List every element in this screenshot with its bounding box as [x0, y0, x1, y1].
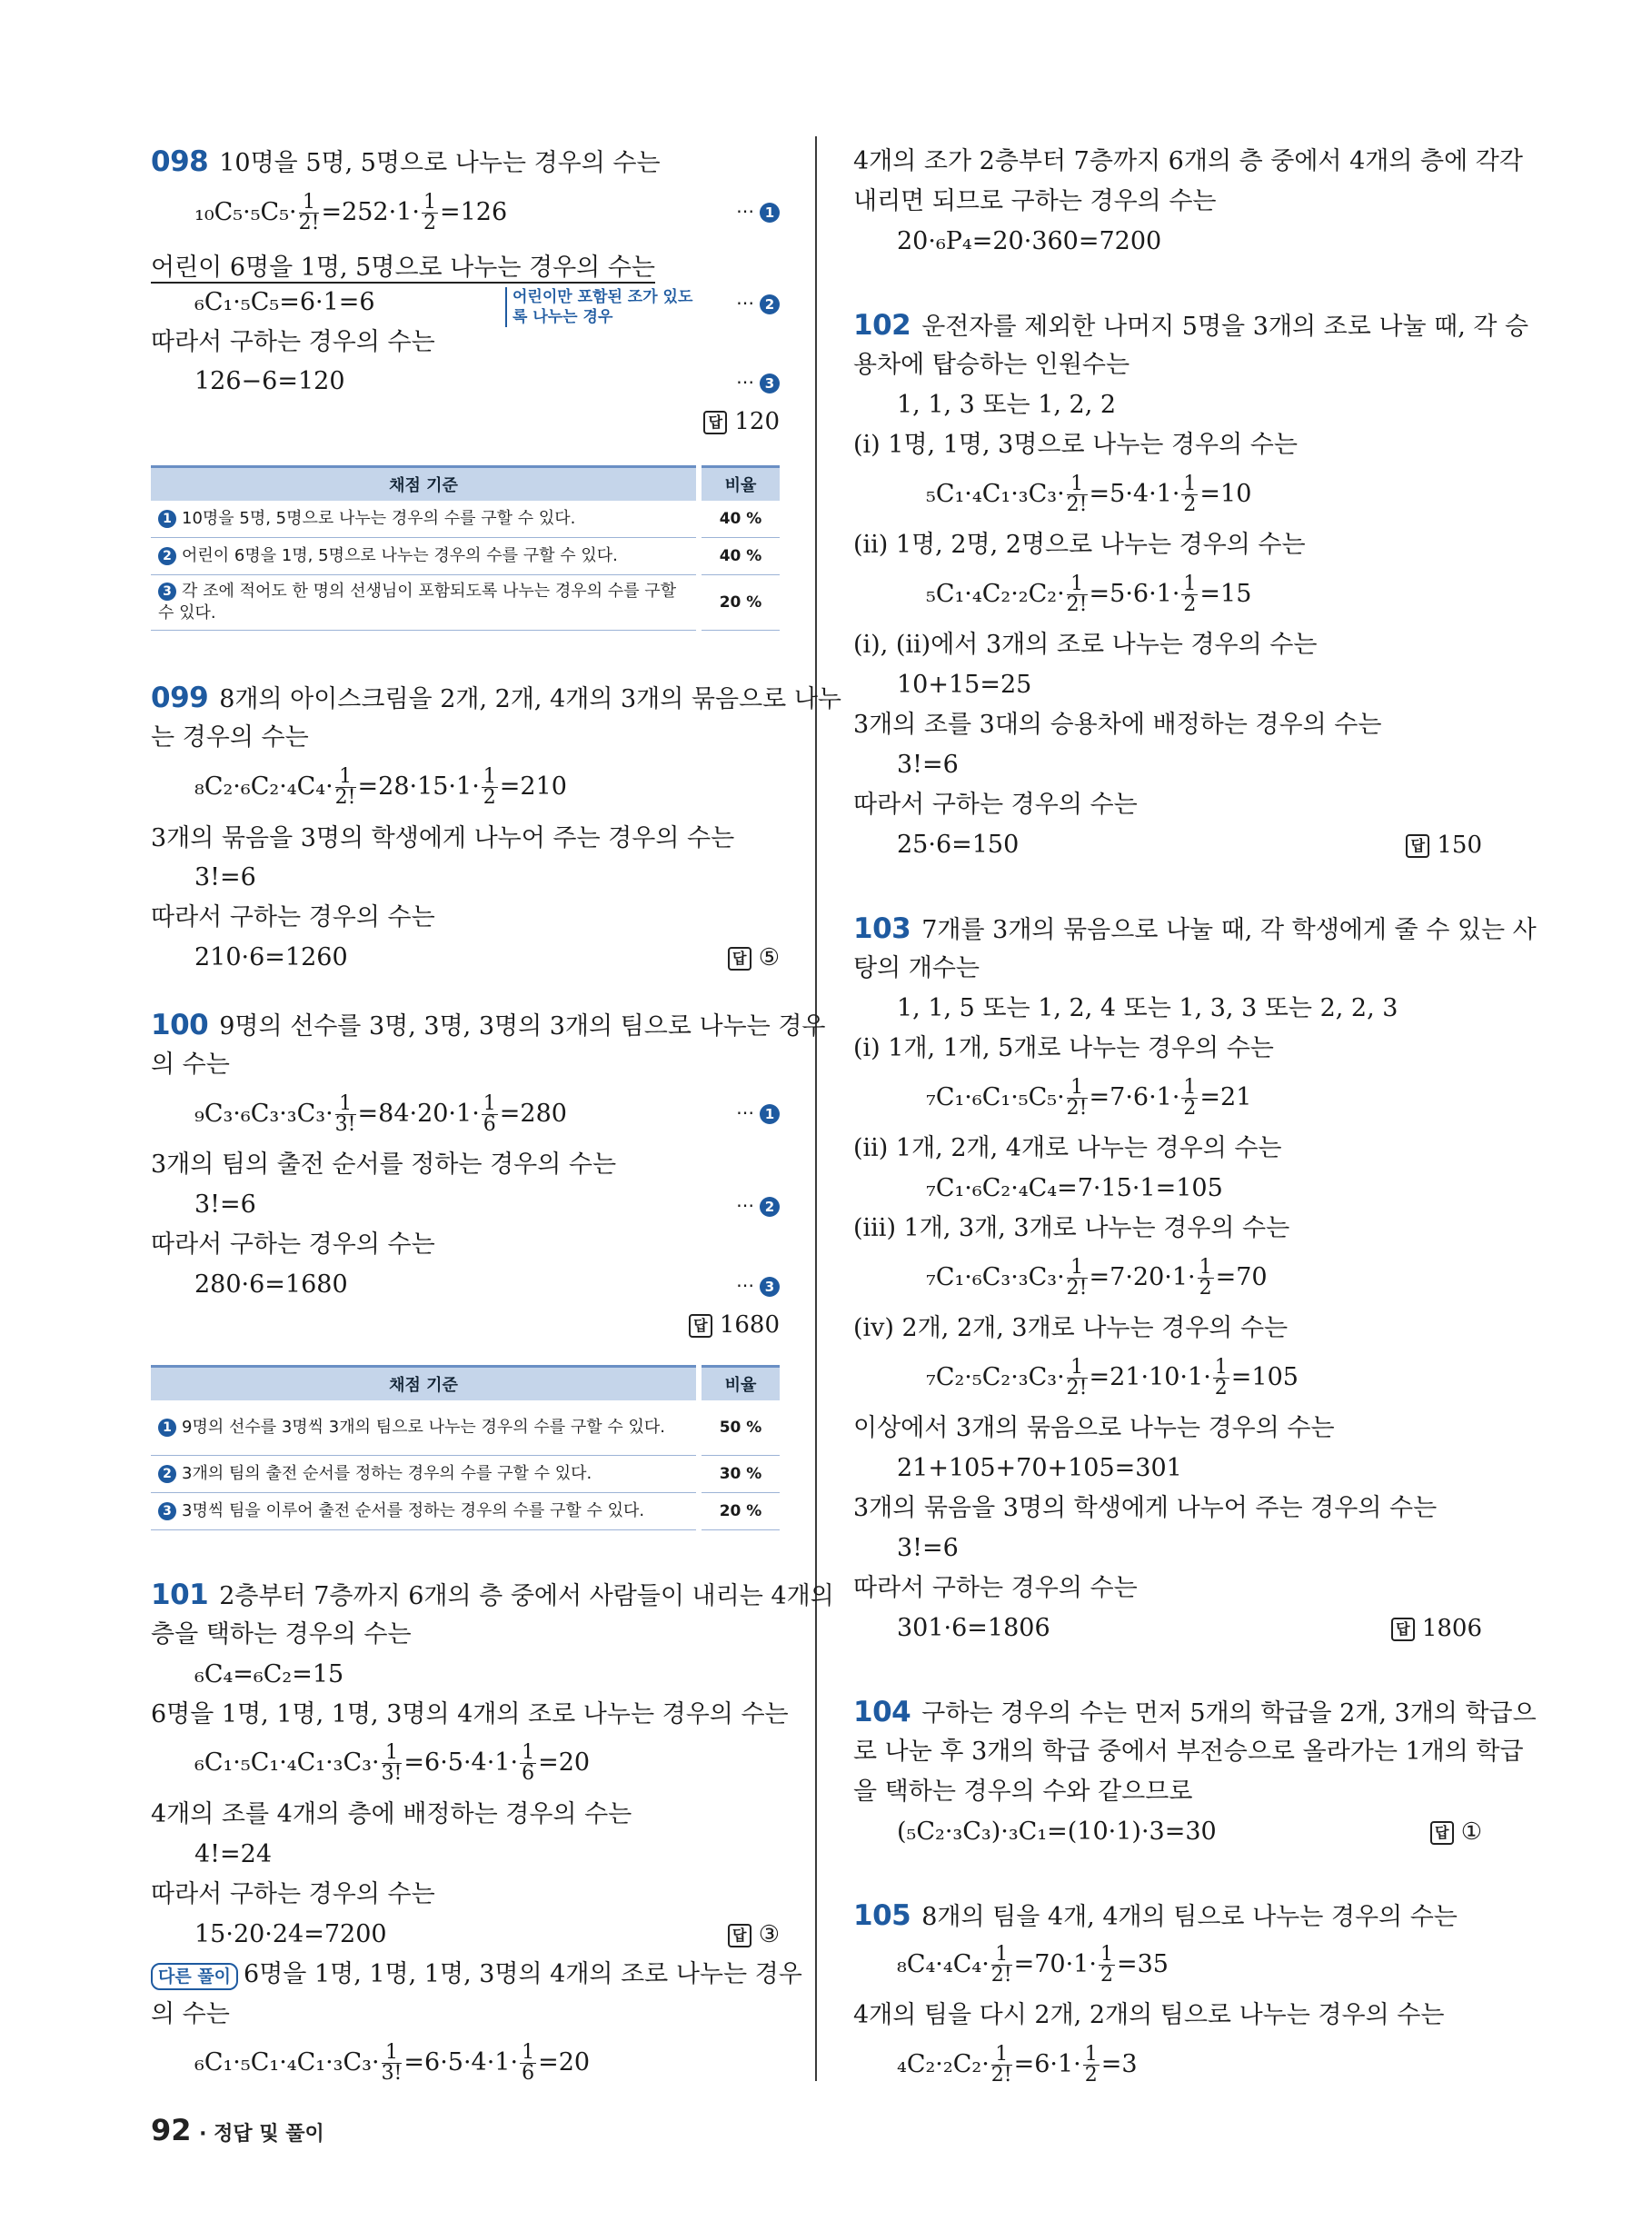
- text-line: 3개의 팀의 출전 순서를 정하는 경우의 수는: [151, 1150, 617, 1179]
- equation: ₆C₁·₅C₁·₄C₁·₃C₃· $\frac{1}{3!}$ =6·5·4·1· $\frac{1}{6}$ =20: [194, 1741, 591, 1785]
- answer-mark-icon: 답: [1406, 834, 1429, 858]
- grading-table-2: [151, 1365, 780, 1530]
- answer: 답 ①: [1430, 1814, 1482, 1850]
- table-header: 비율: [702, 467, 780, 502]
- text-line: 4개의 조를 4개의 층에 배정하는 경우의 수는: [151, 1800, 632, 1828]
- problem-number: 105: [853, 1899, 911, 1932]
- text-line: 의 수는: [151, 2000, 230, 2028]
- problem-number: 100: [151, 1009, 209, 1041]
- equation: 25·6=150: [897, 831, 1020, 859]
- answer: 답 1806: [1391, 1610, 1482, 1647]
- problem-number: 101: [151, 1579, 209, 1611]
- step-marker-3: ⋯ 3: [736, 1267, 780, 1303]
- table-row: 1 10명을 5명, 5명으로 나누는 경우의 수를 구할 수 있다. 40 %: [151, 501, 780, 538]
- equation: 15·20·24=7200: [194, 1920, 387, 1948]
- text-line: 의 수는: [151, 1051, 230, 1079]
- equation: 20·₆P₄=20·360=7200: [897, 227, 1162, 255]
- text-line: 용차에 탑승하는 인원수는: [853, 351, 1130, 379]
- equation: ₁₀C₅·₅C₅· $\frac{1}{2!}$ =252·1· $\frac{1}{2}$ =126: [194, 191, 508, 234]
- equation: 10+15=25: [897, 671, 1032, 699]
- answer: 답 ③: [728, 1917, 780, 1953]
- equation: ₇C₁·₆C₁·₅C₅· $\frac{1}{2!}$ =7·6·1· $\frac{1}{2}$ =21: [926, 1076, 1252, 1120]
- problem-number: 104: [853, 1696, 911, 1728]
- problem-104-intro: 104 구하는 경우의 수는 먼저 5개의 학급을 2개, 3개의 학급으: [853, 1696, 1537, 1728]
- table-row: 3 3명씩 팀을 이루어 출전 순서를 정하는 경우의 수를 구할 수 있다. 20 %: [151, 1493, 780, 1530]
- table-header: 채점 기준: [151, 1367, 696, 1401]
- text-line: 4개의 조가 2층부터 7층까지 6개의 층 중에서 4개의 층에 각각: [853, 147, 1523, 175]
- problem-number: 102: [853, 309, 911, 342]
- equation: ₅C₁·₄C₁·₃C₃· $\frac{1}{2!}$ =5·4·1· $\frac{1}{2}$ =10: [926, 473, 1252, 516]
- text-line: 1, 1, 5 또는 1, 2, 4 또는 1, 3, 3 또는 2, 2, 3: [897, 994, 1398, 1022]
- step-marker-3: ⋯ 3: [736, 364, 780, 400]
- equation: 301·6=1806: [897, 1614, 1050, 1642]
- answer-mark-icon: 답: [703, 411, 727, 434]
- text-line: (ⅳ) 2개, 2개, 3개로 나누는 경우의 수는: [853, 1314, 1289, 1342]
- text-line: 는 경우의 수는: [151, 723, 309, 752]
- page-number: 92: [151, 2113, 192, 2147]
- answer-mark-icon: 답: [728, 947, 751, 971]
- problem-number: 099: [151, 682, 209, 714]
- problem-101-intro: 101 2층부터 7층까지 6개의 층 중에서 사람들이 내리는 4개의: [151, 1579, 834, 1611]
- table-row: 2 3개의 팀의 출전 순서를 정하는 경우의 수를 구할 수 있다. 30 %: [151, 1456, 780, 1493]
- text-line: 4개의 팀을 다시 2개, 2개의 팀으로 나누는 경우의 수는: [853, 2001, 1445, 2029]
- answer-mark-icon: 답: [1391, 1618, 1415, 1641]
- text-line: (ⅰ), (ⅱ)에서 3개의 조로 나누는 경우의 수는: [853, 631, 1318, 659]
- answer: 답 1680: [689, 1307, 780, 1343]
- text-line: 3개의 조를 3대의 승용차에 배정하는 경우의 수는: [853, 711, 1382, 739]
- text-line: 내리면 되므로 구하는 경우의 수는: [853, 187, 1217, 215]
- answer-mark-icon: 답: [728, 1924, 751, 1947]
- text-line: 따라서 구하는 경우의 수는: [151, 1880, 435, 1908]
- problem-098-intro: 098 10명을 5명, 5명으로 나누는 경우의 수는: [151, 145, 661, 178]
- text-line: (ⅱ) 1명, 2명, 2명으로 나누는 경우의 수는: [853, 531, 1306, 559]
- page-footer: 92 · 정답 및 풀이: [151, 2113, 324, 2147]
- problem-number: 103: [853, 912, 911, 945]
- equation: 21+105+70+105=301: [897, 1454, 1182, 1482]
- text-line: 을 택하는 경우의 수와 같으므로: [853, 1778, 1193, 1806]
- equation: ₇C₁·₆C₂·₄C₄=7·15·1=105: [926, 1174, 1223, 1202]
- answer: 답 150: [1406, 827, 1482, 863]
- column-divider: [815, 136, 817, 2081]
- text-line: 따라서 구하는 경우의 수는: [151, 1230, 435, 1259]
- table-row: 1 9명의 선수를 3명씩 3개의 팀으로 나누는 경우의 수를 구할 수 있다. 50 %: [151, 1400, 780, 1456]
- text-line: 로 나눈 후 3개의 학급 중에서 부전승으로 올라가는 1개의 학급: [853, 1738, 1524, 1766]
- text-line: 따라서 구하는 경우의 수는: [151, 328, 435, 356]
- grading-table-1: [151, 465, 780, 631]
- equation: ₇C₁·₆C₃·₃C₃· $\frac{1}{2!}$ =7·20·1· $\frac{1}{2}$ =70: [926, 1256, 1268, 1300]
- text-line: 어린이 6명을 1명, 5명으로 나누는 경우의 수는: [151, 254, 656, 282]
- problem-099-intro: 099 8개의 아이스크림을 2개, 2개, 4개의 3개의 묶음으로 나누: [151, 682, 841, 714]
- equation: ₉C₃·₆C₃·₃C₃· $\frac{1}{3!}$ =84·20·1· $\frac{1}{6}$ =280: [194, 1092, 567, 1136]
- text-line: (ⅱ) 1개, 2개, 4개로 나누는 경우의 수는: [853, 1134, 1282, 1162]
- problem-100-intro: 100 9명의 선수를 3명, 3명, 3명의 3개의 팀으로 나누는 경우: [151, 1009, 826, 1041]
- equation: 210·6=1260: [194, 943, 348, 971]
- equation: 280·6=1680: [194, 1270, 348, 1299]
- equation: ₅C₁·₄C₂·₂C₂· $\frac{1}{2!}$ =5·6·1· $\frac{1}{2}$ =15: [926, 573, 1252, 616]
- step-marker-2: ⋯ 2: [736, 1187, 780, 1223]
- equation: ₄C₂·₂C₂· $\frac{1}{2!}$ =6·1· $\frac{1}{2}$ =3: [897, 2043, 1138, 2087]
- equation: ₇C₂·₅C₂·₃C₃· $\frac{1}{2!}$ =21·10·1· $\frac{1}{2}$ =105: [926, 1356, 1299, 1399]
- step-marker-1: ⋯ 1: [736, 1094, 780, 1130]
- equation: 3!=6: [194, 863, 256, 891]
- equation: 3!=6: [897, 1534, 959, 1562]
- equation: ₈C₂·₆C₂·₄C₄· $\frac{1}{2!}$ =28·15·1· $\frac{1}{2}$ =210: [194, 765, 567, 809]
- text-line: 1, 1, 3 또는 1, 2, 2: [897, 391, 1117, 419]
- text-line: 층을 택하는 경우의 수는: [151, 1620, 412, 1648]
- annotation-note: 어린이만 포함된 조가 있도록 나누는 경우: [505, 287, 703, 327]
- equation: 4!=24: [194, 1840, 273, 1868]
- text-line: (ⅰ) 1개, 1개, 5개로 나누는 경우의 수는: [853, 1034, 1274, 1062]
- equation: ₆C₄=₆C₂=15: [194, 1660, 344, 1688]
- equation: ₆C₁·₅C₅=6·1=6: [194, 288, 375, 316]
- equation: 126−6=120: [194, 367, 345, 395]
- equation: ₆C₁·₅C₁·₄C₁·₃C₃· $\frac{1}{3!}$ =6·5·4·1· $\frac{1}{6}$ =20: [194, 2041, 591, 2085]
- answer-mark-icon: 답: [1430, 1821, 1454, 1845]
- answer: 답 ⑤: [728, 940, 780, 976]
- equation: 3!=6: [194, 1190, 256, 1219]
- text-line: 3개의 묶음을 3명의 학생에게 나누어 주는 경우의 수는: [853, 1494, 1438, 1522]
- footer-label: 정답 및 풀이: [214, 2123, 324, 2146]
- alt-solution-intro: 다른 풀이 6명을 1명, 1명, 1명, 3명의 4개의 조로 나누는 경우: [151, 1957, 802, 1993]
- text-line: 이상에서 3개의 묶음으로 나누는 경우의 수는: [853, 1414, 1335, 1442]
- text-line: (ⅰ) 1명, 1명, 3명으로 나누는 경우의 수는: [853, 431, 1298, 459]
- problem-number: 098: [151, 145, 209, 178]
- step-marker-1: ⋯ 1: [736, 193, 780, 229]
- table-row: 3 각 조에 적어도 한 명의 선생님이 포함되도록 나누는 경우의 수를 구할 수 있다. 20 %: [151, 575, 780, 631]
- problem-102-intro: 102 운전자를 제외한 나머지 5명을 3개의 조로 나눌 때, 각 승: [853, 309, 1529, 342]
- text-line: (ⅲ) 1개, 3개, 3개로 나누는 경우의 수는: [853, 1214, 1290, 1242]
- text-line: 3개의 묶음을 3명의 학생에게 나누어 주는 경우의 수는: [151, 824, 735, 852]
- problem-103-intro: 103 7개를 3개의 묶음으로 나눌 때, 각 학생에게 줄 수 있는 사: [853, 912, 1537, 945]
- answer-mark-icon: 답: [689, 1314, 712, 1338]
- problem-105-intro: 105 8개의 팀을 4개, 4개의 팀으로 나누는 경우의 수는: [853, 1899, 1458, 1932]
- table-header: 비율: [702, 1367, 780, 1401]
- answer: 답 120: [703, 403, 780, 440]
- text-line: 따라서 구하는 경우의 수는: [853, 1574, 1138, 1602]
- text-line: 따라서 구하는 경우의 수는: [151, 903, 435, 931]
- fraction: $\frac{1}{2}$: [423, 191, 436, 234]
- equation: ₈C₄·₄C₄· $\frac{1}{2!}$ =70·1· $\frac{1}{2}$ =35: [897, 1943, 1169, 1987]
- text-line: 6명을 1명, 1명, 1명, 3명의 4개의 조로 나누는 경우의 수는: [151, 1700, 789, 1728]
- text-line: 따라서 구하는 경우의 수는: [853, 791, 1138, 819]
- equation: 3!=6: [897, 751, 959, 779]
- equation: (₅C₂·₃C₃)·₃C₁=(10·1)·3=30: [897, 1818, 1217, 1846]
- table-header: 채점 기준: [151, 467, 696, 502]
- table-row: 2 어린이 6명을 1명, 5명으로 나누는 경우의 수를 구할 수 있다. 40 %: [151, 538, 780, 575]
- step-marker-2: ⋯ 2: [736, 284, 780, 321]
- alt-solution-badge: 다른 풀이: [151, 1963, 238, 1990]
- text-line: 탕의 개수는: [853, 954, 980, 982]
- fraction: $\frac{1}{2!}$: [298, 191, 320, 234]
